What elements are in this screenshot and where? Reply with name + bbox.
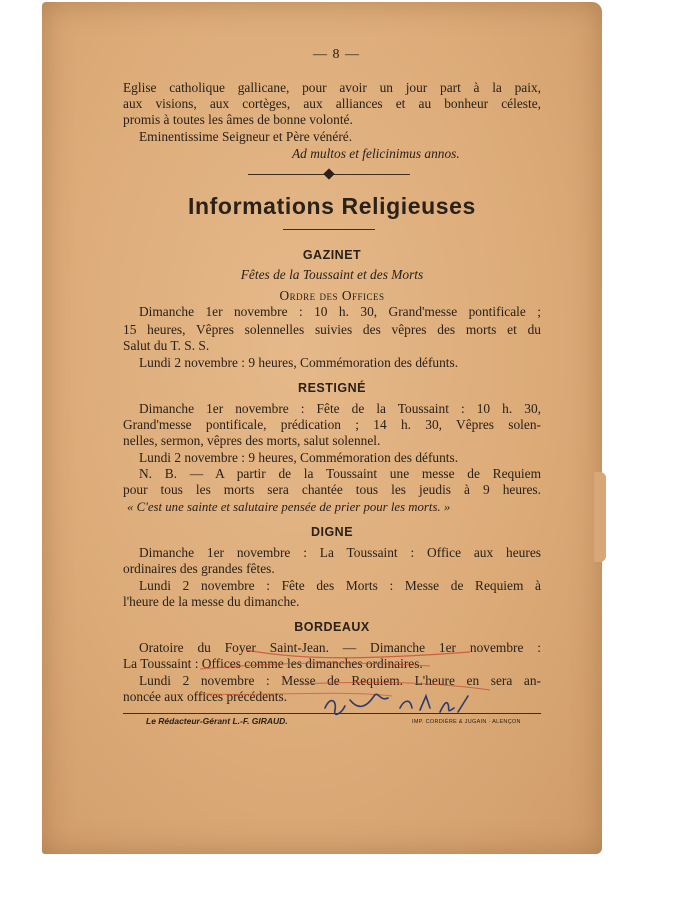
restigne-line-2: Grand'messe pontificale, prédication ; 14 h. 30, Vêpres solen- <box>123 417 541 432</box>
intro-line-3: promis à toutes les âmes de bonne volonté. <box>123 112 353 127</box>
printer-line: IMP. CORDIÈRE & JUGAIN · ALENÇON <box>412 719 521 725</box>
gazinet-line-1: Dimanche 1er novembre : 10 h. 30, Grand'messe pontificale ; <box>139 304 541 319</box>
closing-formula: Ad multos et felicinimus annos. <box>292 146 460 161</box>
gazinet-line-2: 15 heures, Vêpres solennelles suivies des vêpres des morts et du <box>123 322 541 337</box>
intro-line-1: Eglise catholique gallicane, pour avoir un jour part à la paix, <box>123 80 541 95</box>
red-pencil-stroke-3 <box>300 682 490 690</box>
restigne-quote: « C'est une sainte et salutaire pensée de prier pour les morts. » <box>127 500 451 514</box>
digne-line-4: l'heure de la messe du dimanche. <box>123 594 300 609</box>
blue-ink-annotation <box>325 694 468 714</box>
restigne-line-5: N. B. — A partir de la Toussaint une messe de Requiem <box>139 466 541 481</box>
gazinet-subtitle: Fêtes de la Toussaint et des Morts <box>240 267 424 282</box>
heading-gazinet: GAZINET <box>302 248 362 262</box>
gazinet-line-3: Salut du T. S. S. <box>123 338 210 353</box>
editor-line: Le Rédacteur-Gérant L.-F. GIRAUD. <box>146 716 288 726</box>
gazinet-line-4: Lundi 2 novembre : 9 heures, Commémoration des défunts. <box>139 355 459 370</box>
digne-line-2: ordinaires des grandes fêtes. <box>123 561 275 576</box>
page-number: — 8 — <box>313 47 360 62</box>
restigne-line-3: nelles, sermon, vêpres des morts, salut solennel. <box>123 433 381 448</box>
bordeaux-line-4: noncée aux offices précédents. <box>123 689 288 704</box>
digne-line-3: Lundi 2 novembre : Fête des Morts : Messe de Requiem à <box>139 578 541 593</box>
restigne-line-6: pour tous les morts sera chantée tous les jeudis à 9 heures. <box>123 482 541 497</box>
digne-line-1: Dimanche 1er novembre : La Toussaint : Office aux heures <box>139 545 541 560</box>
red-pencil-stroke-4 <box>200 693 392 696</box>
red-pencil-stroke-1 <box>246 650 470 658</box>
gazinet-order: Ordre des Offices <box>279 288 385 303</box>
bordeaux-line-1: Oratoire du Foyer Saint-Jean. — Dimanche 1er novembre : <box>139 640 541 655</box>
intro-line-2: aux visions, aux cortèges, aux alliances et au bonheur céleste, <box>123 96 541 111</box>
salutation: Eminentissime Seigneur et Père vénéré. <box>139 129 353 144</box>
bordeaux-line-2: La Toussaint : Offices comme les dimanches ordinaires. <box>123 656 423 671</box>
heading-restigne: RESTIGNÉ <box>298 381 366 395</box>
restigne-line-4: Lundi 2 novembre : 9 heures, Commémoration des défunts. <box>139 450 459 465</box>
red-pencil-stroke-2 <box>200 663 430 669</box>
bordeaux-line-3: Lundi 2 novembre : Messe de Requiem. L'heure en sera an- <box>139 673 541 688</box>
page-title: Informations Religieuses <box>188 193 476 219</box>
heading-bordeaux: BORDEAUX <box>294 620 370 634</box>
restigne-line-1: Dimanche 1er novembre : Fête de la Toussaint : 10 h. 30, <box>139 401 541 416</box>
heading-digne: DIGNE <box>310 525 354 539</box>
